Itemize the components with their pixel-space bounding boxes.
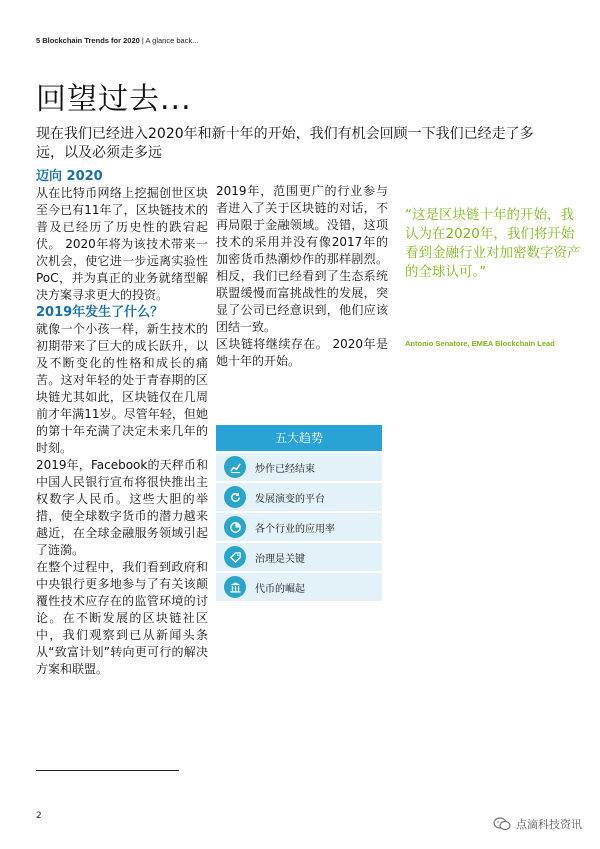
left-column [36,168,208,678]
running-header [36,36,198,45]
heading-what-happened-2019: 2019年发生了什么？ [36,305,164,320]
footnote-divider [36,770,179,771]
pie-clock-icon [224,516,246,538]
page-title: 回望过去... [36,82,192,117]
bank-icon [224,576,246,598]
trend-item [216,511,382,541]
header-separator: | [139,36,146,45]
trend-item [216,541,382,571]
trend-item-label: 炒作已经结束 [255,463,315,475]
paragraph-regulation: 在整个过程中，我们看到政府和中央银行更多地参与了有关该颠覆性技术应存在的监管环境的讨论。在不断发展的区块链社区中，我们观察到已从新闻头条从“致富计划”转向更可行的解决方案和联盟。 [36,560,208,676]
watermark-text: 点滴科技资讯 [516,818,582,831]
intro-paragraph: 现在我们已经进入2020年和新十年的开始，我们有机会回顾一下我们已经走了多远，以及必须走多远 [36,126,534,161]
heading-towards-2020: 迈向 2020 [36,169,103,184]
tag-icon [224,546,246,568]
trend-item [216,451,382,481]
cycle-arrows-icon [224,486,246,508]
trend-item-label: 各个行业的应用率 [255,523,335,535]
report-title: 5 Blockchain Trends for 2020 [36,36,140,45]
five-trends-box [216,425,382,601]
page-number: 2 [36,811,42,821]
trend-item [216,481,382,511]
trend-item-label: 治理是关键 [255,553,305,565]
paragraph-industry: 2019年，范围更广的行业参与者进入了关于区块链的对话，不再局限于金融领域。没错，这项技术的采用并没有像2017年的加密货币热潮炒作的那样剧烈。相反，我们已经看到了生态系统联盟缓慢而富挑战性的发展，突显了公司已经意识到，他们应该团结一致。 [216,184,388,334]
middle-column [216,183,388,370]
paragraph-child: 就像一个小孩一样，新生技术的初期带来了巨大的成长跃升，以及不断变化的性格和成长的痛苦。这对年轻的处于青春期的区块链尤其如此，区块链仅在几周前才年满11岁。尽管年轻，但她的第十年充满了决定未来几年的时刻。 [36,322,208,455]
pull-quote: “这是区块链十年的开始，我认为在2020年，我们将开始看到金融行业对加密数字资产的全球认可。” [405,207,581,280]
trend-item-label: 发展演变的平台 [255,493,325,505]
header-subtitle: A glance back... [145,36,199,45]
paragraph-genesis: 从在比特币网络上挖掘创世区块至今已有11年了，区块链技术的普及已经历了历史性的跌宕起伏。 2020年将为该技术带来一次机会，使它进一步远离实验性PoC，并为真正的业务就绪型解决方案寻求更大的投资。 [36,186,208,302]
wechat-icon [493,817,511,831]
paragraph-here-to-stay: 区块链将继续存在。 2020年是她十年的开始。 [216,337,388,368]
trends-box-title: 五大趋势 [216,425,382,451]
watermark [493,816,582,832]
quote-attribution: Antonio Senatore, EMEA Blockchain Lead [405,339,555,348]
paragraph-libra: 2019年，Facebook的天秤币和中国人民银行宣布将很快推出主权数字人民币。这些大胆的举措，使全球数字货币的潜力越来越近，在全球金融服务领域引起了涟漪。 [36,458,208,557]
trend-item-label: 代币的崛起 [255,583,305,595]
trend-item [216,571,382,601]
trend-chart-icon [224,456,246,478]
